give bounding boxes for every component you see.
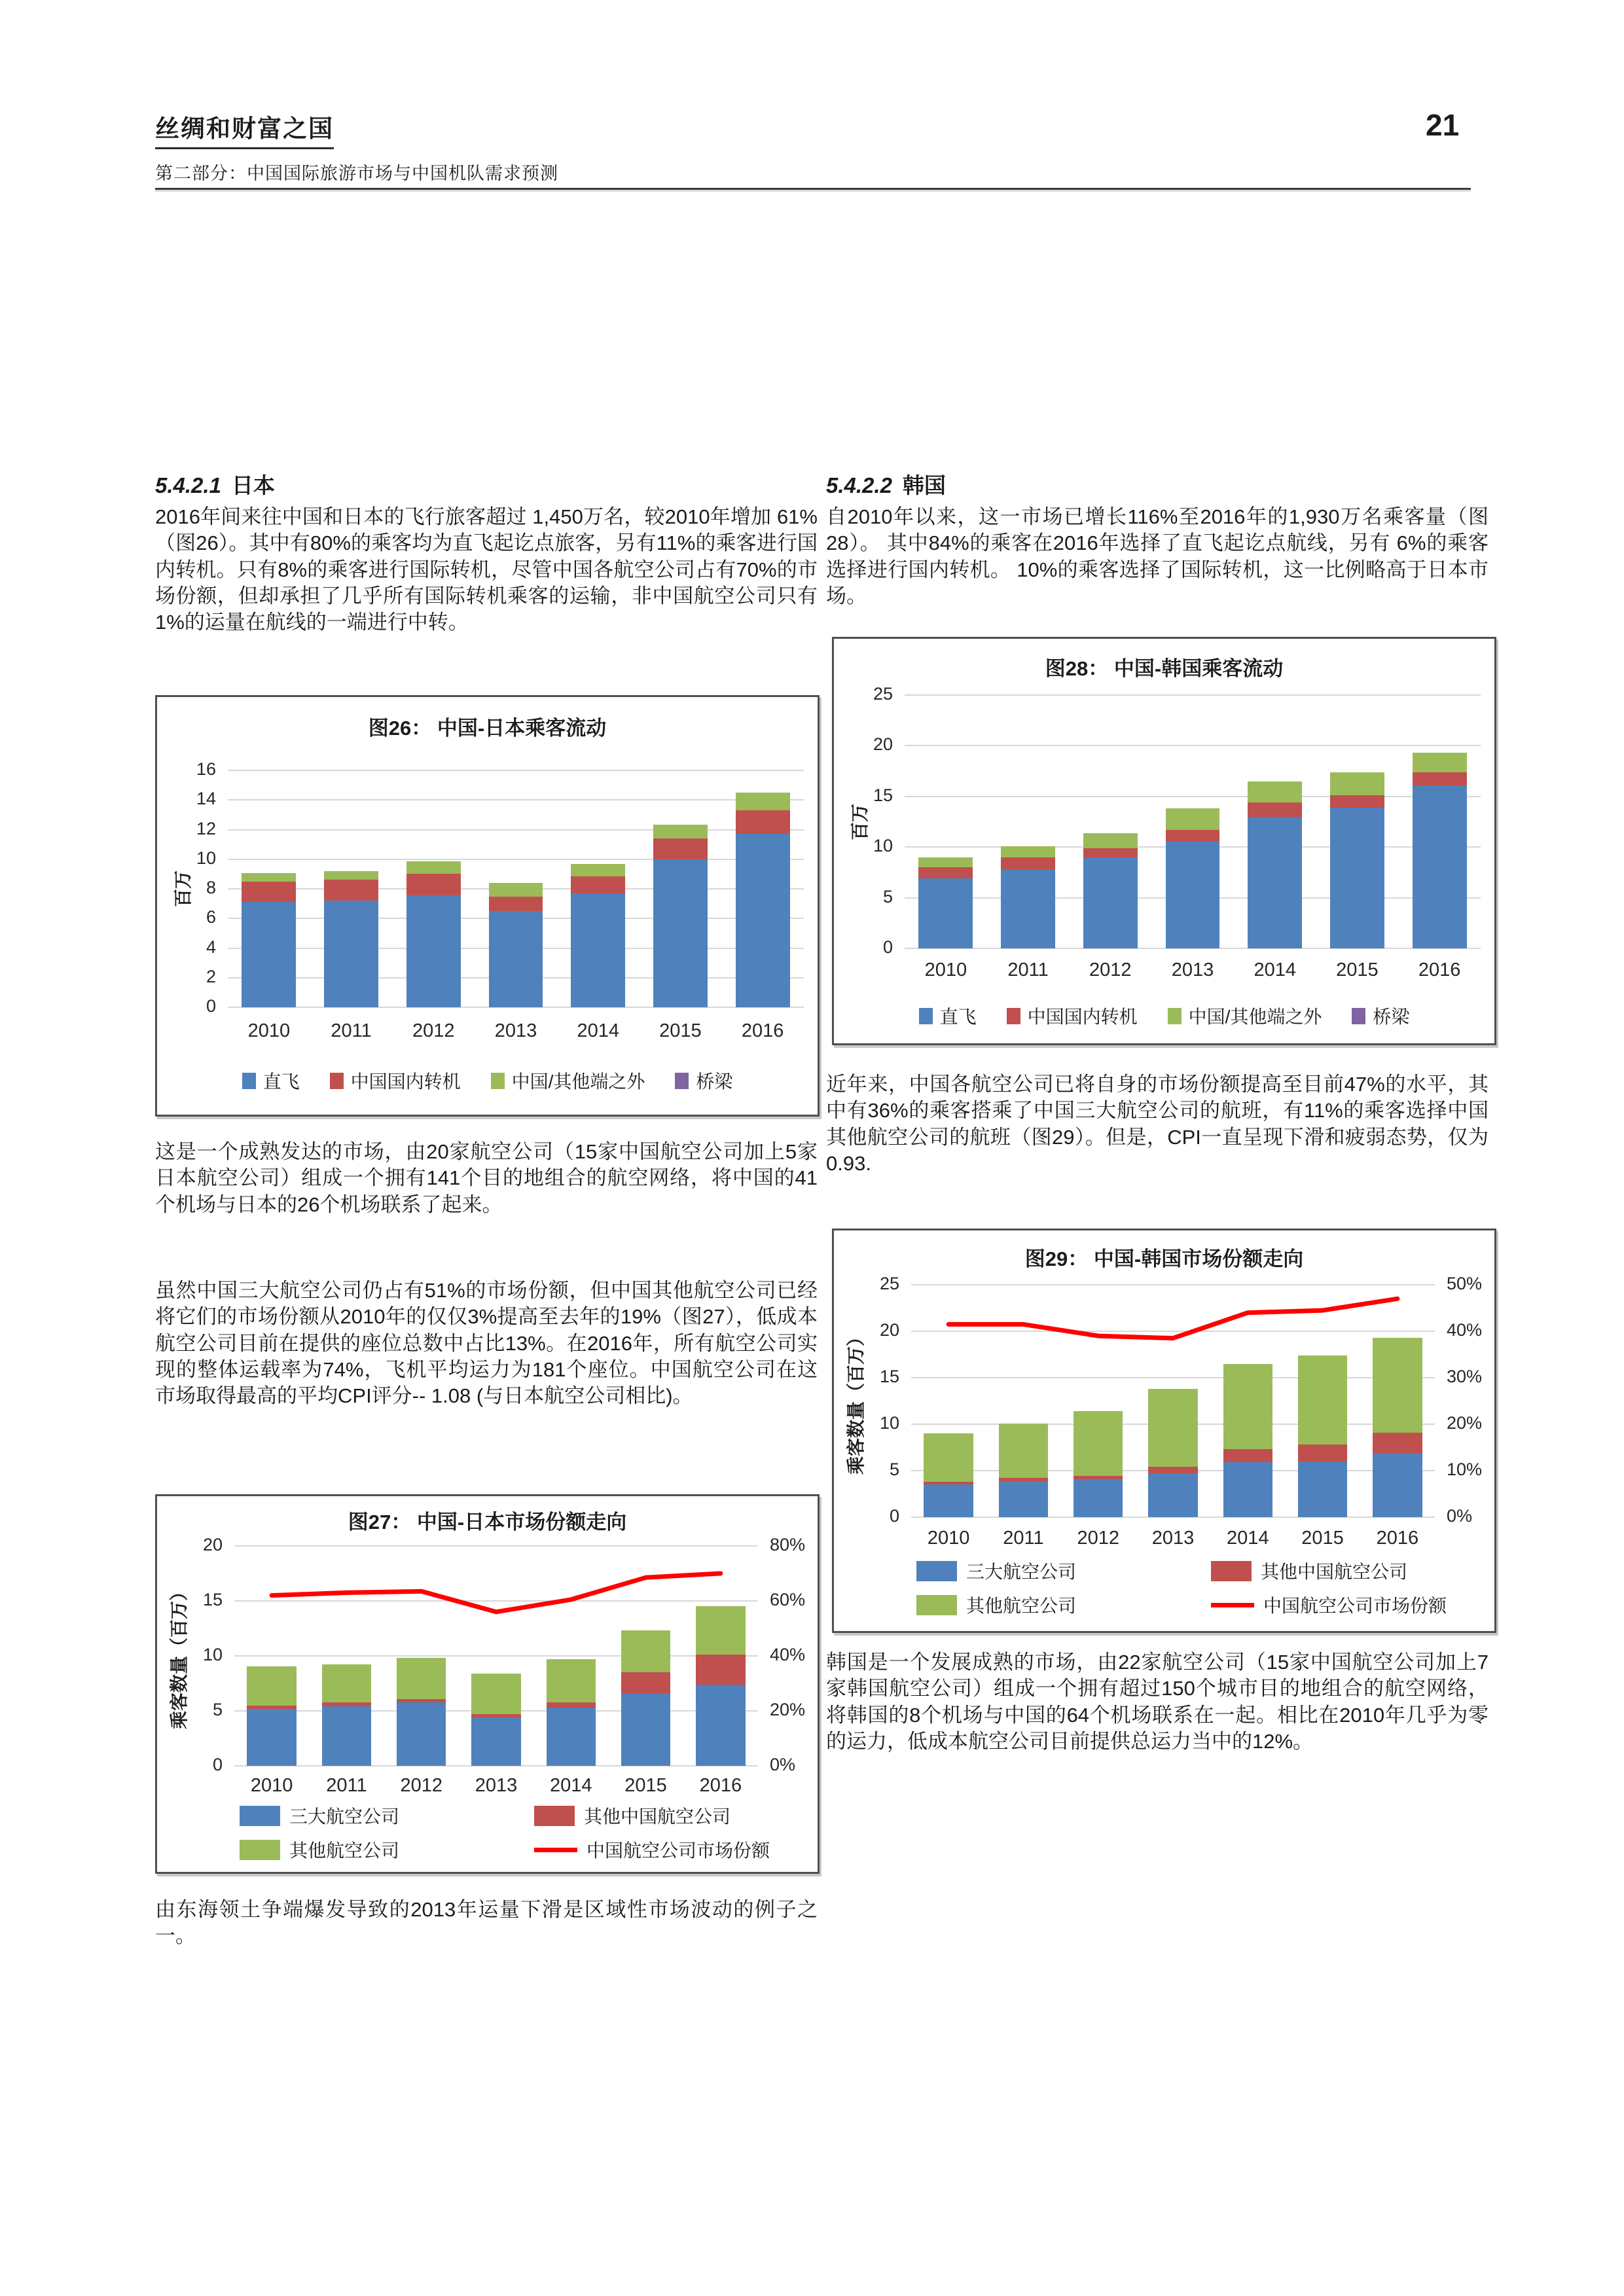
chart-title: 图28： 中国-韩国乘客流动 bbox=[1045, 657, 1284, 680]
x-axis-tick: 2012 bbox=[400, 1775, 442, 1796]
x-axis-tick: 2013 bbox=[1171, 960, 1214, 980]
chart-title: 图27： 中国-日本市场份额走向 bbox=[348, 1511, 627, 1534]
bar-segment bbox=[653, 838, 708, 859]
bar-segment bbox=[736, 810, 790, 834]
legend-item bbox=[240, 1803, 399, 1829]
legend-item bbox=[534, 1803, 731, 1829]
bar-segment bbox=[918, 867, 973, 878]
legend-swatch bbox=[1352, 1008, 1365, 1024]
y-axis-tick: 5 bbox=[212, 1700, 223, 1719]
gridline bbox=[905, 745, 1481, 746]
bar-segment bbox=[1330, 772, 1384, 796]
x-axis-tick: 2016 bbox=[1376, 1528, 1419, 1549]
y-axis-tick: 15 bbox=[879, 1367, 899, 1386]
korea-paragraph-3: 韩国是一个发展成熟的市场，由22家航空公司（15家中国航空公司加上7家韩国航空公司）组成一个拥有超过150个城市目的地组合的航空网络，将韩国的8个机场与中国的64个机场联系在一起。相比在2010年几乎为零的运力，低成本航空公司目前提供总运力当中的12%。 bbox=[826, 1651, 1489, 1753]
y-axis-tick: 6 bbox=[206, 907, 216, 927]
section-number: 5.4.2.1 bbox=[155, 473, 221, 497]
x-axis-tick: 2016 bbox=[699, 1775, 742, 1796]
x-axis-tick: 2012 bbox=[1089, 960, 1132, 980]
bar-segment bbox=[406, 861, 461, 874]
y-axis-tick: 4 bbox=[206, 937, 216, 957]
market-share-line bbox=[234, 1546, 758, 1766]
x-axis-tick: 2014 bbox=[577, 1020, 619, 1041]
legend-swatch bbox=[330, 1073, 344, 1089]
bar-segment bbox=[1166, 808, 1220, 830]
figure-28-china-korea-passenger-flow bbox=[832, 637, 1496, 1045]
legend-item bbox=[916, 1592, 1076, 1618]
gridline bbox=[228, 770, 804, 771]
gridline bbox=[905, 796, 1481, 797]
legend-label: 中国/其他端之外 bbox=[1188, 1007, 1322, 1027]
y-axis-tick: 20 bbox=[873, 734, 893, 755]
figure-29-china-korea-market-share bbox=[832, 1229, 1496, 1633]
legend-label: 桥梁 bbox=[1373, 1007, 1410, 1027]
legend-item bbox=[1007, 1003, 1138, 1029]
bar-segment bbox=[489, 897, 543, 910]
bar-segment bbox=[1083, 833, 1138, 848]
x-axis-tick: 2015 bbox=[659, 1020, 702, 1041]
y-axis-tick: 15 bbox=[873, 785, 893, 805]
legend-item bbox=[491, 1067, 645, 1094]
legend-swatch bbox=[534, 1806, 575, 1826]
x-axis-tick: 2014 bbox=[1254, 960, 1296, 980]
legend-swatch bbox=[916, 1595, 957, 1615]
bar-segment bbox=[1413, 753, 1467, 772]
section-title: 日本 bbox=[231, 473, 275, 497]
bar-segment bbox=[1330, 808, 1384, 948]
legend-swatch bbox=[242, 1073, 256, 1089]
x-axis-tick: 2016 bbox=[741, 1020, 784, 1041]
legend-item bbox=[1211, 1558, 1407, 1584]
x-axis-tick: 2011 bbox=[1003, 1528, 1044, 1549]
bar-segment bbox=[571, 893, 625, 1007]
bar-segment bbox=[1001, 857, 1055, 870]
secondary-axis-tick: 80% bbox=[770, 1535, 806, 1554]
bar-segment bbox=[1001, 846, 1055, 857]
bar-segment bbox=[324, 871, 378, 880]
x-axis-tick: 2011 bbox=[331, 1020, 372, 1041]
legend-label: 其他中国航空公司 bbox=[1261, 1562, 1408, 1582]
y-axis-tick: 0 bbox=[206, 996, 216, 1016]
gridline bbox=[228, 799, 804, 800]
page-number: 21 bbox=[1426, 108, 1460, 142]
japan-paragraph-1: 2016年间来往中国和日本的飞行旅客超过 1,450万名，较2010年增加 61%（图26）。其中有80%的乘客均为直飞起讫点旅客，另有11%的乘客进行国内转机。只有8%的乘客进行国际转机，尽管中国各航空公司占有70%的市场份额，但却承担了几乎所有国际转机乘客的运输，非中国航空公司只有 1%的运量在航线的一端进行中转。 bbox=[155, 505, 818, 634]
secondary-axis-tick: 50% bbox=[1447, 1274, 1483, 1293]
x-axis-tick: 2011 bbox=[1007, 960, 1049, 980]
bar-segment bbox=[1001, 869, 1055, 948]
y-axis-tick: 10 bbox=[879, 1413, 899, 1433]
secondary-axis-tick: 20% bbox=[770, 1700, 806, 1719]
bar-segment bbox=[406, 874, 461, 895]
secondary-axis-tick: 20% bbox=[1447, 1413, 1483, 1433]
bar-segment bbox=[1083, 848, 1138, 857]
bar-segment bbox=[653, 825, 708, 838]
x-axis-tick: 2011 bbox=[326, 1775, 367, 1796]
y-axis-tick: 10 bbox=[202, 1645, 223, 1664]
legend-label: 中国/其他端之外 bbox=[511, 1071, 645, 1092]
secondary-axis-tick: 30% bbox=[1447, 1367, 1483, 1386]
bar-segment bbox=[1166, 842, 1220, 948]
x-axis-tick: 2013 bbox=[494, 1020, 537, 1041]
legend-swatch bbox=[1211, 1561, 1252, 1581]
market-share-line bbox=[911, 1285, 1435, 1517]
japan-paragraph-2: 这是一个成熟发达的市场，由20家航空公司（15家中国航空公司加上5家日本航空公司）组成一个拥有141个目的地组合的航空网络，将中国的41个机场与日本的26个机场联系了起来。 bbox=[155, 1140, 818, 1216]
bar-segment bbox=[918, 857, 973, 867]
x-axis-tick: 2014 bbox=[1227, 1528, 1269, 1549]
secondary-axis-tick: 0% bbox=[770, 1755, 796, 1774]
bar-segment bbox=[571, 876, 625, 893]
x-axis-tick: 2010 bbox=[927, 1528, 970, 1549]
legend-label: 中国航空公司市场份额 bbox=[586, 1840, 770, 1861]
bar-segment bbox=[736, 834, 790, 1007]
y-axis-tick: 10 bbox=[196, 848, 216, 868]
section-number: 5.4.2.2 bbox=[826, 473, 892, 497]
x-axis-tick: 2016 bbox=[1418, 960, 1461, 980]
y-axis-tick: 16 bbox=[196, 759, 216, 779]
bar-segment bbox=[1248, 802, 1302, 817]
section-title: 韩国 bbox=[902, 473, 946, 497]
bar-segment bbox=[736, 793, 790, 810]
secondary-axis-tick: 60% bbox=[770, 1590, 806, 1609]
x-axis-tick: 2013 bbox=[475, 1775, 518, 1796]
y-axis-tick: 20 bbox=[202, 1535, 223, 1554]
y-axis-tick: 0 bbox=[212, 1755, 223, 1774]
bar-segment bbox=[489, 883, 543, 897]
bar-segment bbox=[324, 901, 378, 1007]
legend-line-marker bbox=[534, 1848, 577, 1852]
y-axis-label: 乘客数量（百万） bbox=[846, 1327, 866, 1475]
y-axis-tick: 15 bbox=[202, 1590, 223, 1609]
x-axis-tick: 2010 bbox=[247, 1020, 291, 1041]
legend-swatch bbox=[916, 1561, 957, 1581]
bar-segment bbox=[242, 882, 296, 903]
legend-item bbox=[675, 1067, 732, 1094]
y-axis-tick: 0 bbox=[882, 937, 893, 957]
bar-segment bbox=[1083, 857, 1138, 948]
x-axis-tick: 2012 bbox=[1077, 1528, 1119, 1549]
doc-subtitle: 第二部分：中国国际旅游市场与中国机队需求预测 bbox=[155, 164, 558, 183]
legend-swatch bbox=[1168, 1008, 1182, 1024]
x-axis-tick: 2010 bbox=[924, 960, 967, 980]
section-heading-korea bbox=[826, 469, 946, 499]
legend-swatch bbox=[240, 1806, 280, 1826]
bar-segment bbox=[324, 880, 378, 901]
y-axis-tick: 25 bbox=[873, 684, 893, 704]
figure-26-china-japan-passenger-flow bbox=[155, 695, 820, 1117]
legend-label: 中国航空公司市场份额 bbox=[1263, 1596, 1447, 1616]
legend-label: 其他航空公司 bbox=[966, 1596, 1077, 1616]
legend-swatch bbox=[1007, 1008, 1020, 1024]
legend-item bbox=[1168, 1003, 1322, 1029]
legend-swatch bbox=[491, 1073, 505, 1089]
bar-segment bbox=[1248, 781, 1302, 803]
bar-segment bbox=[1413, 785, 1467, 948]
legend-item bbox=[919, 1003, 977, 1029]
x-axis-tick: 2015 bbox=[1336, 960, 1379, 980]
y-axis-label: 百万 bbox=[173, 870, 193, 908]
legend-label: 中国国内转机 bbox=[350, 1071, 461, 1092]
y-axis-tick: 20 bbox=[879, 1320, 899, 1340]
legend-item bbox=[240, 1837, 399, 1863]
section-heading-japan bbox=[155, 469, 275, 499]
bar-segment bbox=[242, 873, 296, 881]
figure-27-china-japan-market-share bbox=[155, 1494, 820, 1874]
bar-segment bbox=[571, 864, 625, 876]
legend-label: 其他中国航空公司 bbox=[584, 1806, 731, 1827]
y-axis-tick: 10 bbox=[873, 836, 893, 856]
bar-segment bbox=[1166, 830, 1220, 842]
y-axis-tick: 25 bbox=[879, 1274, 899, 1293]
legend-label: 桥梁 bbox=[696, 1071, 733, 1092]
legend bbox=[834, 1003, 1494, 1029]
korea-paragraph-1: 自2010年以来，这一市场已增长116%至2016年的1,930万名乘客量（图28）。 其中84%的乘客在2016年选择了直飞起讫点航线，另有 6%的乘客选择进行国内转机。 10%的乘客选择了国际转机，这一比例略高于日本市场。 bbox=[826, 505, 1489, 607]
x-axis-tick: 2015 bbox=[624, 1775, 667, 1796]
bar-segment bbox=[1330, 795, 1384, 808]
legend-item bbox=[534, 1837, 770, 1863]
y-axis-label: 百万 bbox=[850, 803, 870, 840]
legend-label: 中国国内转机 bbox=[1027, 1007, 1138, 1027]
legend-item bbox=[242, 1067, 300, 1094]
y-axis-tick: 14 bbox=[196, 789, 216, 809]
bar-segment bbox=[653, 859, 708, 1007]
bar-segment bbox=[918, 878, 973, 948]
bar-segment bbox=[489, 911, 543, 1007]
bar-segment bbox=[1248, 817, 1302, 948]
x-axis-tick: 2012 bbox=[412, 1020, 455, 1041]
y-axis-tick: 2 bbox=[206, 966, 216, 986]
chart-title: 图29： 中国-韩国市场份额走向 bbox=[1024, 1247, 1304, 1270]
secondary-axis-tick: 40% bbox=[1447, 1320, 1483, 1340]
gridline bbox=[228, 829, 804, 831]
secondary-axis-tick: 10% bbox=[1447, 1460, 1483, 1479]
y-axis-tick: 8 bbox=[206, 878, 216, 897]
legend-item bbox=[916, 1558, 1076, 1584]
y-axis-tick: 5 bbox=[889, 1460, 899, 1479]
legend-label: 三大航空公司 bbox=[289, 1806, 400, 1827]
legend-label: 三大航空公司 bbox=[966, 1562, 1077, 1582]
bar-segment bbox=[1413, 772, 1467, 785]
x-axis-tick: 2014 bbox=[550, 1775, 592, 1796]
gridline bbox=[905, 694, 1481, 696]
korea-paragraph-2: 近年来，中国各航空公司已将自身的市场份额提高至目前47%的水平，其中有36%的乘客搭乘了中国三大航空公司的航班，有11%的乘客选择中国其他航空公司的航班（图29）。但是，CPI一直呈现下滑和疲弱态势，仅为0.93. bbox=[826, 1073, 1489, 1175]
legend-item bbox=[330, 1067, 461, 1094]
x-axis-tick: 2013 bbox=[1151, 1528, 1195, 1549]
secondary-axis-tick: 0% bbox=[1447, 1506, 1473, 1526]
japan-paragraph-3: 虽然中国三大航空公司仍占有51%的市场份额，但中国其他航空公司已经将它们的市场份额从2010年的仅仅3%提高至去年的19%（图27），低成本航空公司目前在提供的座位总数中占比13%。在2016年，所有航空公司实现的整体运载率为74%，飞机平均运力为181个座位。中国航空公司在这市场取得最高的平均CPI评分-- 1.08 (与日本航空公司相比)。 bbox=[155, 1279, 818, 1408]
x-axis-tick: 2015 bbox=[1301, 1528, 1344, 1549]
y-axis-tick: 12 bbox=[196, 818, 216, 838]
japan-paragraph-4: 由东海领土争端爆发导致的2013年运量下滑是区域性市场波动的例子之一。 bbox=[155, 1898, 818, 1948]
legend-swatch bbox=[919, 1008, 933, 1024]
chart-title: 图26： 中国-日本乘客流动 bbox=[368, 717, 607, 740]
legend-label: 其他航空公司 bbox=[289, 1840, 400, 1861]
y-axis-tick: 0 bbox=[889, 1506, 899, 1526]
legend-item bbox=[1211, 1592, 1447, 1618]
secondary-axis-tick: 40% bbox=[770, 1645, 806, 1664]
legend-label: 直飞 bbox=[939, 1007, 977, 1027]
y-axis-label: 乘客数量（百万） bbox=[169, 1582, 189, 1730]
doc-title: 丝绸和财富之国 bbox=[155, 109, 334, 149]
bar-segment bbox=[242, 902, 296, 1007]
bar-segment bbox=[406, 895, 461, 1007]
legend bbox=[157, 1067, 818, 1094]
gridline bbox=[228, 859, 804, 860]
legend-label: 直飞 bbox=[262, 1071, 300, 1092]
legend-line-marker bbox=[1211, 1603, 1254, 1607]
y-axis-tick: 5 bbox=[882, 886, 893, 906]
legend-swatch bbox=[675, 1073, 689, 1089]
legend-swatch bbox=[240, 1840, 280, 1860]
header-divider bbox=[155, 188, 1471, 190]
legend-item bbox=[1352, 1003, 1409, 1029]
x-axis-tick: 2010 bbox=[250, 1775, 293, 1796]
